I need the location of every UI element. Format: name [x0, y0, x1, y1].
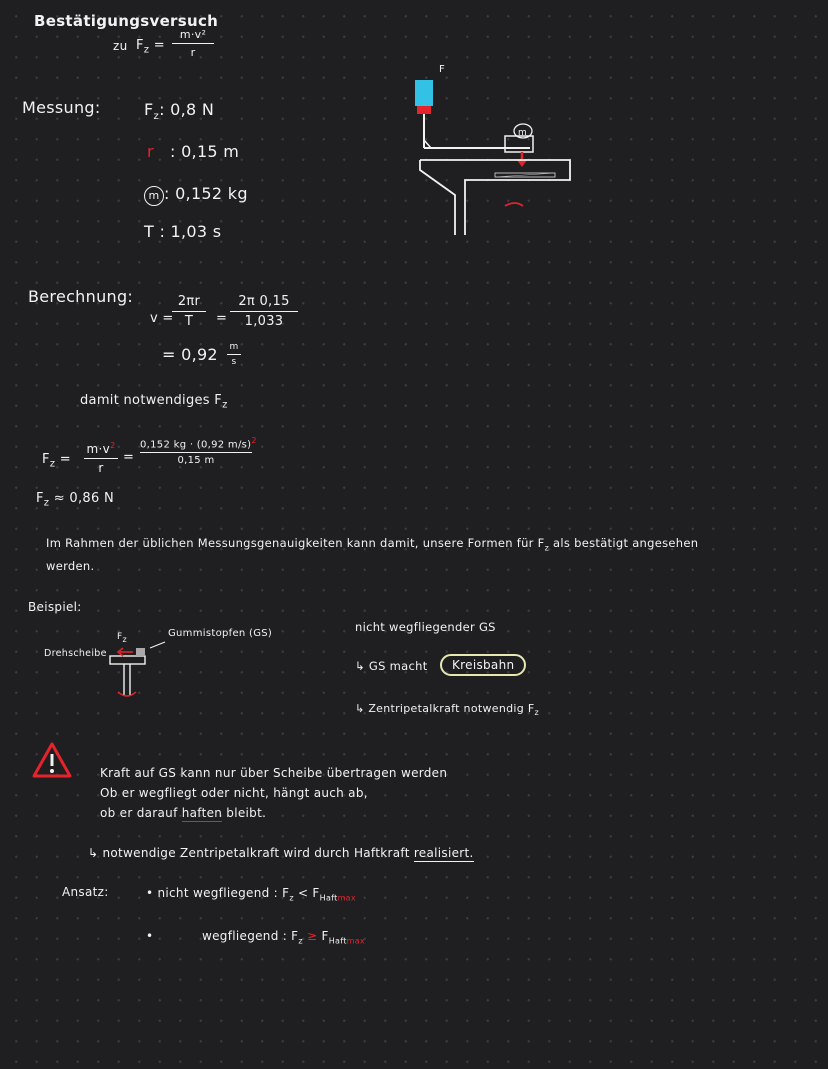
messung-r-label: r [147, 142, 154, 161]
title-prefix: zu [113, 39, 128, 53]
messung-label: Messung: [22, 98, 101, 117]
note-zentripetalkraft: ↳ Zentripetalkraft notwendig $F_z$ [355, 702, 539, 718]
ansatz-bullet-1: • nicht wegfliegend : $F_z < F_{Haftmax}$ [146, 886, 356, 903]
page-title: Bestätigungsversuch [34, 12, 219, 30]
fazit-line-1: Im Rahmen der üblichen Messungsgenauigkeiten kann damit, unsere Formen für $F_z$ als bestätigt angesehen [46, 536, 699, 553]
fz-eq2: = [123, 450, 135, 465]
v-fraction-1: 2πr T [172, 294, 206, 329]
fz-fraction-2: 0,152 kg · (0,92 m/s)$^2$ 0,15 m [140, 436, 257, 467]
damit-text: damit notwendiges $F_z$ [80, 393, 228, 411]
v-unit: m s [227, 342, 241, 367]
messung-m: m : 0,152 kg [144, 184, 248, 206]
note-nicht-wegfliegend: nicht wegfliegender GS [355, 620, 496, 634]
diagram-mass-label: m [518, 128, 527, 138]
messung-fz: $F_z$: 0,8 N [144, 100, 215, 123]
beispiel-fz-label: $F_z$ [117, 632, 127, 644]
v-lhs: v = [150, 311, 174, 326]
berechnung-label: Berechnung: [28, 287, 134, 306]
v-fraction-2: 2π 0,15 1,033 [230, 294, 298, 329]
title-fraction: m·v² r [172, 28, 214, 59]
kreisbahn-oval: Kreisbahn [440, 654, 526, 676]
messung-r: : 0,15 m [170, 142, 240, 161]
v-result: = 0,92 [162, 345, 218, 364]
note-kreisbahn: ↳ GS macht [355, 659, 428, 673]
v-eq: = [216, 311, 228, 326]
warnung-line-2: Ob er wegfliegt oder nicht, hängt auch ab, [100, 786, 368, 800]
messung-T: T : 1,03 s [144, 222, 222, 241]
ansatz-label: Ansatz: [62, 885, 109, 899]
fazit-line-2: werden. [46, 559, 95, 573]
drehscheibe-diagram [110, 634, 190, 704]
drehscheibe-label: Drehscheibe [44, 648, 107, 659]
warning-icon [32, 742, 72, 778]
warnung-line-4: ↳ notwendige Zentripetalkraft wird durch Haftkraft realisiert. [88, 846, 474, 860]
beispiel-label: Beispiel: [28, 600, 82, 614]
title-lhs: $F_z$ = [136, 38, 165, 56]
warnung-line-1: Kraft auf GS kann nur über Scheibe übertragen werden [100, 766, 448, 780]
fz-lhs: $F_z$ = [42, 452, 71, 470]
mass-circle-icon: m [144, 186, 164, 206]
diagram-fz-label: F [439, 64, 445, 75]
warnung-line-3: ob er darauf haften bleibt. [100, 806, 267, 820]
apparatus-diagram [405, 60, 585, 240]
fz-result: $F_z \approx 0,86$ N [36, 491, 115, 509]
fz-fraction-1: $m\cdot v^2$ r [84, 441, 118, 475]
ansatz-bullet-2: wegfliegend : $F_z \ge F_{Haftmax}$ [202, 929, 365, 946]
ansatz-bullet-2-dot: • [146, 929, 154, 943]
gummistopfen-label: Gummistopfen (GS) [168, 628, 273, 639]
